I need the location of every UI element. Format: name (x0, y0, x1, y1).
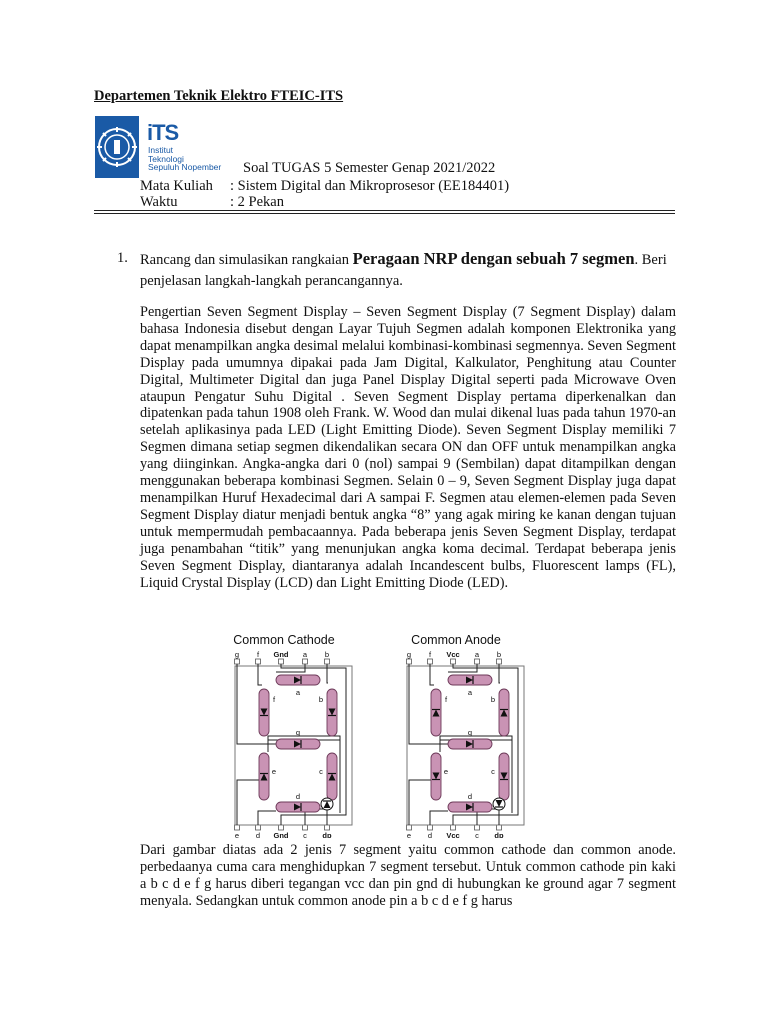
field-value: : 2 Pekan (230, 194, 284, 210)
anode-bottom-pin (451, 825, 456, 830)
anode-top-pin (451, 659, 456, 664)
cathode-wire (237, 780, 259, 825)
question-number: 1. (117, 250, 128, 266)
question-rest: . Beri penjelasan langkah-langkah perancangannya. (140, 252, 667, 289)
cathode-wire (258, 664, 262, 685)
anode-top-pin-label: g (406, 650, 412, 659)
cathode-wire (327, 664, 328, 683)
cathode-segment-label-b: b (318, 695, 324, 704)
field-label: Waktu (140, 194, 178, 210)
anode-bottom-pin-label: dp (494, 831, 504, 838)
logo-brand: iTS (147, 120, 179, 145)
paragraph-definition: Pengertian Seven Segment Display – Seven Segment Display (7 Segment Display) dalam bahasa Indonesia disebut dengan Layar Tujuh Segmen adalah komponen Elektronika yang dapat menampilkan angka desimal melalui kombinasi-kombinasi segmennya. Seven Segment Display pada umumnya dipakai pada Jam Digital, Kalkulator, Penghitung atau Counter Digital, Multimeter Digital dan juga Panel Display Digital seperti pada Microwave Oven ataupun Pengatur Suhu Digital . Seven Segment Display pertama diperkenalkan dan dipatenkan pada tahun 1908 oleh Frank. W. Wood dan mulai dikenal luas pada tahun 1970-an setelah aplikasinya pada LED (Light Emitting Diode). Seven Segment Display memiliki 7 Segmen dimana setiap segmen dikendalikan secara ON dan OFF untuk menampilkan angka yang diinginkan. Angka-angka dari 0 (nol) sampai 9 (Sembilan) dapat ditampilkan dengan menggunakan beberapa kombinasi Segmen. Selain 0 – 9, Seven Segment Display juga dapat menampilkan Huruf Hexadecimal dari A sampai F. Segmen atau elemen-elemen pada Seven Segment Display diatur menjadi bentuk angka “8” yang agak miring ke kanan dengan tujuan untuk mempermudah pembacaannya. Pada beberapa jenis Seven Segment Display, terdapat juga penambahan “titik” yang menunjukan angka koma decimal. Terdapat beberapa jenis Seven Segment Display, diantaranya adalah Incandescent bulbs, Fluorescent lamps (FL), Liquid Crystal Display (LCD) dan Light Emitting Diode (LED). (140, 304, 676, 591)
cathode-top-pin-label: b (324, 650, 330, 659)
department-title: Departemen Teknik Elektro FTEIC-ITS (94, 88, 344, 104)
anode-segment-label-g: g (467, 728, 473, 737)
anode-bottom-pin-label: d (427, 831, 433, 838)
field-label: Mata Kuliah (140, 178, 213, 194)
cathode-wire (237, 664, 276, 744)
cathode-segment-label-g: g (295, 728, 301, 737)
anode-bottom-pin-label: e (406, 831, 412, 838)
anode-segment-label-e: e (443, 767, 449, 776)
cathode-top-pin (325, 659, 330, 664)
cathode-top-pin (256, 659, 261, 664)
cathode-bottom-pin-label: e (234, 831, 240, 838)
question-bold: Peragaan NRP dengan sebuah 7 segmen (352, 249, 635, 268)
anode-bottom-pin-label: Vcc (446, 831, 460, 838)
anode-top-pin-label: Vcc (446, 650, 460, 659)
its-logo (95, 116, 230, 178)
anode-top-pin (428, 659, 433, 664)
anode-top-pin-label: b (496, 650, 502, 659)
anode-top-pin-label: a (474, 650, 480, 659)
cathode-title: Common Cathode (233, 633, 335, 647)
cathode-bottom-pin (279, 825, 284, 830)
logo-tagline-line: Teknologi (148, 153, 184, 164)
assignment-title: Soal TUGAS 5 Semester Genap 2021/2022 (243, 160, 496, 176)
anode-top-pin (475, 659, 480, 664)
anode-segment-label-a: a (467, 688, 473, 697)
cathode-segment-label-a: a (295, 688, 301, 697)
cathode-segment-label-d: d (295, 792, 301, 801)
seven-segment-diagram (228, 628, 528, 838)
logo-tagline (148, 146, 221, 172)
anode-segment-label-c: c (491, 767, 495, 776)
seven-segment-figure (228, 628, 528, 838)
cathode-top-pin (235, 659, 240, 664)
cathode-bottom-pin (256, 825, 261, 830)
cathode-segment-label-c: c (319, 767, 323, 776)
anode-bottom-pin (407, 825, 412, 830)
anode-top-pin (407, 659, 412, 664)
anode-segment-label-d: d (467, 792, 473, 801)
anode-wire (409, 664, 448, 744)
cathode-top-pin-label: g (234, 650, 240, 659)
cathode-bottom-pin-label: d (255, 831, 261, 838)
cathode-top-pin (303, 659, 308, 664)
cathode-bottom-pin-label: Gnd (273, 831, 289, 838)
paragraph-explanation: Dari gambar diatas ada 2 jenis 7 segment yaitu common cathode dan common anode. perbedaanya cuma cara menghidupkan 7 segment tersebut. Untuk common cathode pin kaki a b c d e f g harus diberi tegangan vcc dan pin gnd di hubungkan ke ground agar 7 segment menyala. Sedangkan untuk common anode pin a b c d e f g harus (140, 842, 676, 909)
cathode-segment-label-f: f (272, 695, 276, 704)
question-intro: Rancang dan simulasikan rangkaian (140, 252, 353, 268)
anode-segment-label-b: b (490, 695, 496, 704)
anode-wire (409, 780, 431, 825)
header-divider (94, 210, 675, 211)
anode-wire (430, 664, 434, 685)
anode-bottom-pin (475, 825, 480, 830)
its-emblem-icon (95, 116, 139, 178)
logo-tagline-line: Institut (148, 145, 174, 155)
anode-wire (499, 664, 500, 683)
anode-bottom-pin-label: c (475, 831, 479, 838)
cathode-top-pin-label: a (302, 650, 308, 659)
cathode-bottom-pin (235, 825, 240, 830)
anode-wire (430, 811, 448, 825)
anode-bottom-pin (428, 825, 433, 830)
anode-top-pin (497, 659, 502, 664)
cathode-top-pin-label: Gnd (273, 650, 289, 659)
anode-top-pin-label: f (428, 650, 432, 659)
header-divider (94, 213, 675, 214)
anode-title: Common Anode (411, 633, 501, 647)
cathode-bottom-pin (303, 825, 308, 830)
cathode-bottom-pin (325, 825, 330, 830)
anode-bottom-pin (497, 825, 502, 830)
field-value: : Sistem Digital dan Mikroprosesor (EE184401) (230, 178, 510, 194)
logo-tagline-line: Sepuluh Nopember (148, 162, 222, 173)
question-text (140, 248, 676, 292)
cathode-segment-label-e: e (271, 767, 277, 776)
cathode-bottom-pin-label: dp (322, 831, 332, 838)
cathode-wire (258, 811, 276, 825)
cathode-top-pin (279, 659, 284, 664)
cathode-bottom-pin-label: c (303, 831, 307, 838)
cathode-top-pin-label: f (256, 650, 260, 659)
anode-segment-label-f: f (444, 695, 448, 704)
